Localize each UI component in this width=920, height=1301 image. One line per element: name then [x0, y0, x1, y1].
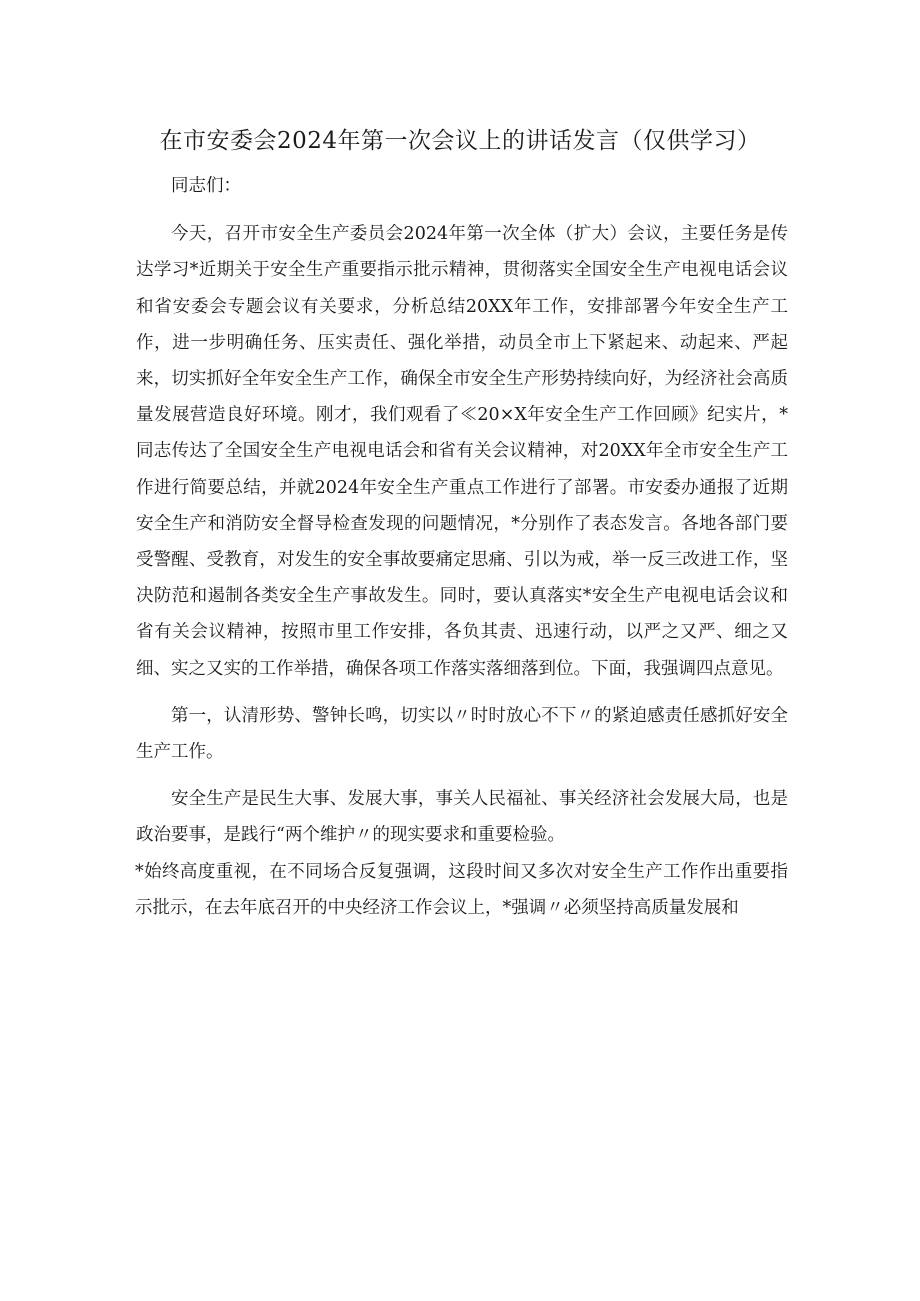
document-title: 在市安委会2024年第一次会议上的讲话发言（仅供学习） — [159, 128, 761, 154]
paragraph-instructions: *始终高度重视，在不同场合反复强调，这段时间又多次对安全生产工作作出重要指示批示，在去年底召开的中央经济工作会议上，*强调〃必须坚持高质量发展和 — [135, 861, 788, 918]
paragraph-intro: 今天，召开市安全生产委员会2024年第一次全体（扩大）会议，主要任务是传达学习*近期关于安全生产重要指示批示精神，贯彻落实全国安全生产电视电话会议和省安委会专题会议有关要求，分析总结20XX年工作，安排部署今年安全生产工作，进一步明确任务、压实责任、强化举措，动员全市上下紧起来、动起来、严起来，切实抓好全年安全生产工作，确保全市安全生产形势持续向好，为经济社会高质量发展营造良好环境。刚才，我们观看了≪20×X年安全生产工作回顾》纪实片，*同志传达了全国安全生产电视电话会和省有关会议精神，对20XX年全市安全生产工作进行简要总结，并就2024年安全生产重点工作进行了部署。市安委办通报了近期安全生产和消防安全督导检查发现的问题情况，*分别作了表态发言。各地各部门要受警醒、受教育，对发生的安全事故要痛定思痛、引以为戒，举一反三改进工作，坚决防范和遏制各类安全生产事故发生。同时，要认真落实*安全生产电视电话会议和省有关会议精神，按照市里工作安排，各负其责、迅速行动，以严之又严、细之又细、实之又实的工作举措，确保各项工作落实落细落到位。下面，我强调四点意见。 — [136, 224, 788, 679]
paragraph-point-one-heading: 第一，认清形势、警钟长鸣，切实以〃时时放心不下〃的紧迫感责任感抓好安全生产工作。 — [136, 705, 788, 763]
document-body — [136, 168, 788, 937]
paragraph-safety-importance: 安全生产是民生大事、发展大事，事关人民福祉、事关经济社会发展大局，也是政治要事，是践行“两个维护〃的现实要求和重要检验。 — [136, 789, 788, 846]
salutation: 同志们： — [171, 176, 241, 196]
